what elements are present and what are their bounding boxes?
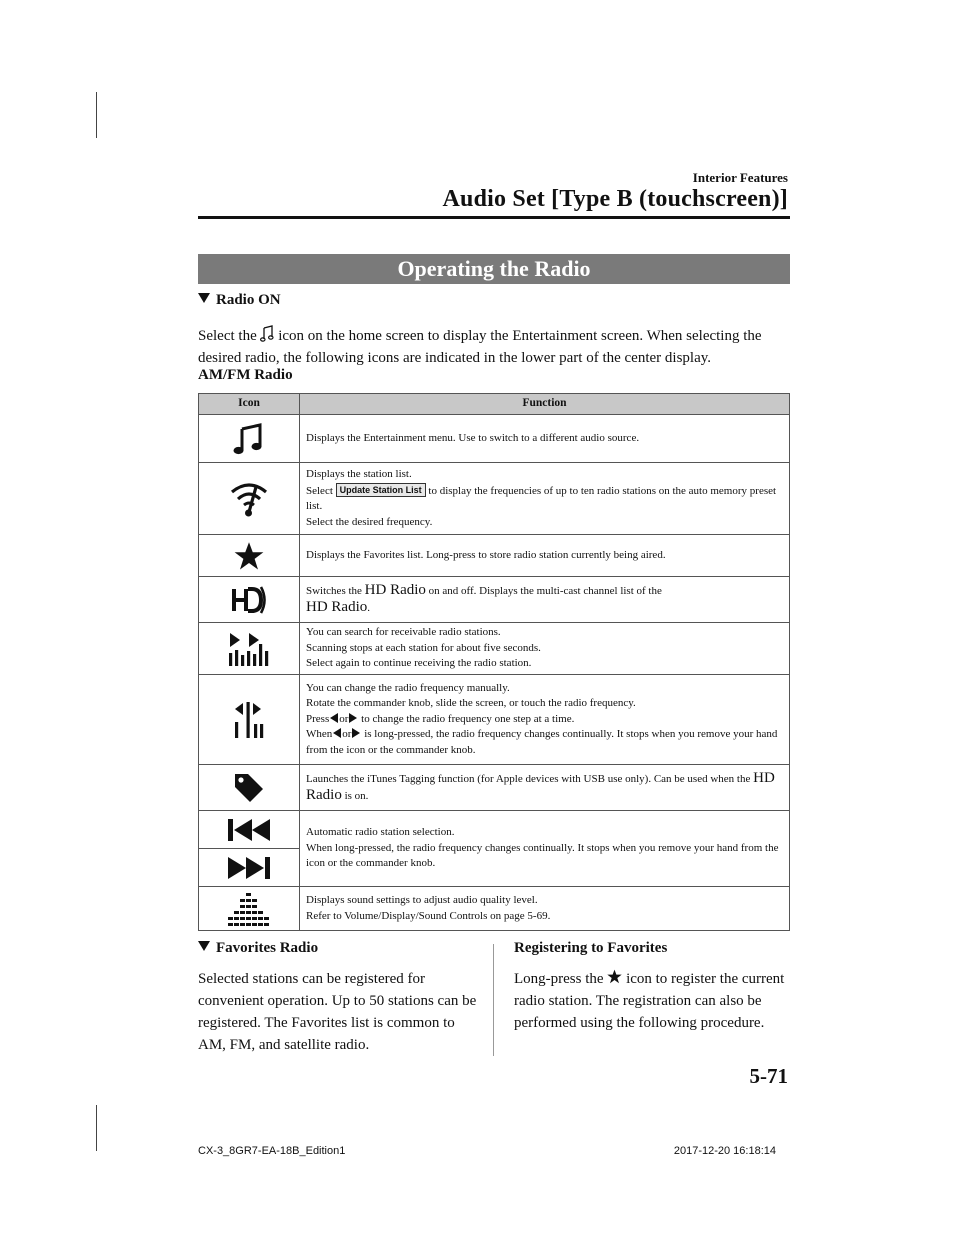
manual-tune-icon [229, 700, 269, 740]
page-title: Audio Set [Type B (touchscreen)] [442, 186, 788, 212]
equalizer-icon [227, 891, 271, 927]
icon-cell [199, 623, 300, 675]
heading-favorites-radio-text: Favorites Radio [216, 940, 319, 956]
table-row [199, 535, 790, 577]
music-note-icon [260, 325, 274, 343]
table-row [199, 463, 790, 535]
hd-middle: on and off. Displays the multi-cast channel list of the [428, 585, 662, 597]
intro-text-before: Select the [198, 328, 257, 344]
or-word: or [339, 712, 349, 725]
table-row [199, 415, 790, 463]
star-icon [234, 541, 264, 571]
hd-radio-logo: HD Radio [306, 770, 775, 803]
tune-line2: Rotate the commander knob, slide the screen, or touch the radio frequency. [306, 697, 636, 710]
when-word: When [306, 728, 333, 741]
music-note-icon [232, 422, 266, 456]
table-header-icon: Icon [199, 394, 300, 415]
intro-paragraph [198, 325, 790, 369]
section-label: Interior Features [692, 170, 788, 185]
tag-suffix: is on. [344, 789, 369, 802]
function-cell: Displays the Entertainment menu. Use to switch to a different audio source. [300, 415, 790, 463]
or-word: or [342, 728, 352, 741]
station-list-line2-rest: to display the frequencies of up to ten radio stations on the auto memory preset list. [306, 484, 777, 512]
triangle-bullet-icon [198, 293, 210, 303]
scan-line2: Scanning stops at each station for about five seconds. [306, 641, 541, 654]
scan-icon [227, 631, 271, 667]
hd-radio-logo: HD Radio [306, 598, 368, 615]
function-cell [300, 623, 790, 675]
icon-cell [199, 849, 300, 887]
function-cell [300, 811, 790, 887]
tag-prefix: Launches the iTunes Tagging function (for Apple devices with USB use only). Can be used when the [306, 773, 751, 785]
triangle-left-icon [330, 713, 338, 723]
hd-radio-logo: HD Radio [364, 582, 426, 598]
antenna-signal-icon [229, 479, 269, 519]
hd-prefix: Switches the [306, 585, 362, 597]
heading-am-fm-radio: AM/FM Radio [198, 367, 293, 383]
icon-function-table [198, 393, 790, 931]
station-list-line2 [306, 483, 783, 515]
heading-registering: Registering to Favorites [514, 940, 668, 956]
scan-line3: Select again to continue receiving the radio station. [306, 657, 532, 670]
update-station-list-button[interactable]: Update Station List [336, 483, 426, 497]
registering-text-after: icon to register the current radio station. The registration can also be performed using the following procedure. [514, 971, 785, 1031]
heading-radio-on [198, 292, 281, 309]
function-cell [300, 577, 790, 623]
function-cell [300, 463, 790, 535]
favorites-radio-section [198, 940, 482, 1056]
press-rest: to change the radio frequency one step at a time. [361, 712, 575, 725]
seek-previous-icon [225, 816, 273, 844]
table-row [199, 577, 790, 623]
registering-section [514, 940, 790, 1034]
station-list-line1: Displays the station list. [306, 468, 412, 480]
registering-paragraph [514, 968, 790, 1034]
icon-cell [199, 887, 300, 931]
crop-mark [96, 1105, 97, 1151]
intro-text-after: icon on the home screen to display the Entertainment screen. When selecting the desired radio, the following icons are indicated in the lower part of the center display. [198, 328, 762, 366]
column-divider [493, 944, 494, 1056]
icon-cell [199, 675, 300, 765]
sound-line2: Refer to Volume/Display/Sound Controls on page 5-69. [306, 909, 551, 922]
hd-radio-icon [230, 584, 268, 616]
station-list-line3: Select the desired frequency. [306, 515, 433, 528]
triangle-left-icon [333, 728, 341, 738]
footer-edition: CX-3_8GR7-EA-18B_Edition1 [198, 1145, 346, 1157]
registering-text-before: Long-press the [514, 971, 604, 987]
table-row [199, 887, 790, 931]
table-header-row [199, 394, 790, 415]
icon-cell [199, 415, 300, 463]
heading-radio-on-text: Radio ON [216, 292, 281, 308]
seek-line1: Automatic radio station selection. [306, 826, 455, 839]
page-number: 5-71 [749, 1064, 788, 1088]
icon-cell [199, 535, 300, 577]
icon-cell [199, 463, 300, 535]
tune-line1: You can change the radio frequency manually. [306, 681, 510, 694]
star-icon [607, 969, 622, 984]
table-row [199, 765, 790, 811]
table-row [199, 811, 790, 849]
icon-cell [199, 577, 300, 623]
press-word: Press [306, 712, 330, 725]
sound-line1: Displays sound settings to adjust audio quality level. [306, 894, 538, 906]
header-rule [198, 216, 790, 219]
function-cell [300, 765, 790, 811]
select-word: Select [306, 484, 333, 497]
heading-favorites-radio [198, 940, 482, 957]
section-banner: Operating the Radio [198, 254, 790, 284]
seek-next-icon [225, 854, 273, 882]
when-rest: is long-pressed, the radio frequency changes continually. It stops when you remove your hand from the icon or the commander knob. [306, 728, 778, 756]
tune-line3 [306, 712, 783, 728]
triangle-right-icon [352, 728, 360, 738]
table-header-function: Function [300, 394, 790, 415]
table-row [199, 623, 790, 675]
function-cell [300, 675, 790, 765]
icon-cell [199, 765, 300, 811]
table-row [199, 675, 790, 765]
tune-line4 [306, 727, 783, 758]
crop-mark [96, 92, 97, 138]
tag-icon [232, 771, 266, 805]
footer-timestamp: 2017-12-20 16:18:14 [673, 1145, 776, 1157]
favorites-radio-paragraph: Selected stations can be registered for convenient operation. Up to 50 stations can be registered. The Favorites list is common to AM, FM, and satellite radio. [198, 971, 477, 1053]
triangle-right-icon [349, 713, 357, 723]
icon-cell [199, 811, 300, 849]
function-cell: Displays the Favorites list. Long-press to store radio station currently being aired. [300, 535, 790, 577]
seek-line2: When long-pressed, the radio frequency changes continually. It stops when you remove your hand from the icon or the commander knob. [306, 841, 779, 870]
function-cell [300, 887, 790, 931]
scan-line1: You can search for receivable radio stations. [306, 626, 501, 639]
triangle-bullet-icon [198, 941, 210, 951]
hd-suffix: . [367, 601, 370, 614]
